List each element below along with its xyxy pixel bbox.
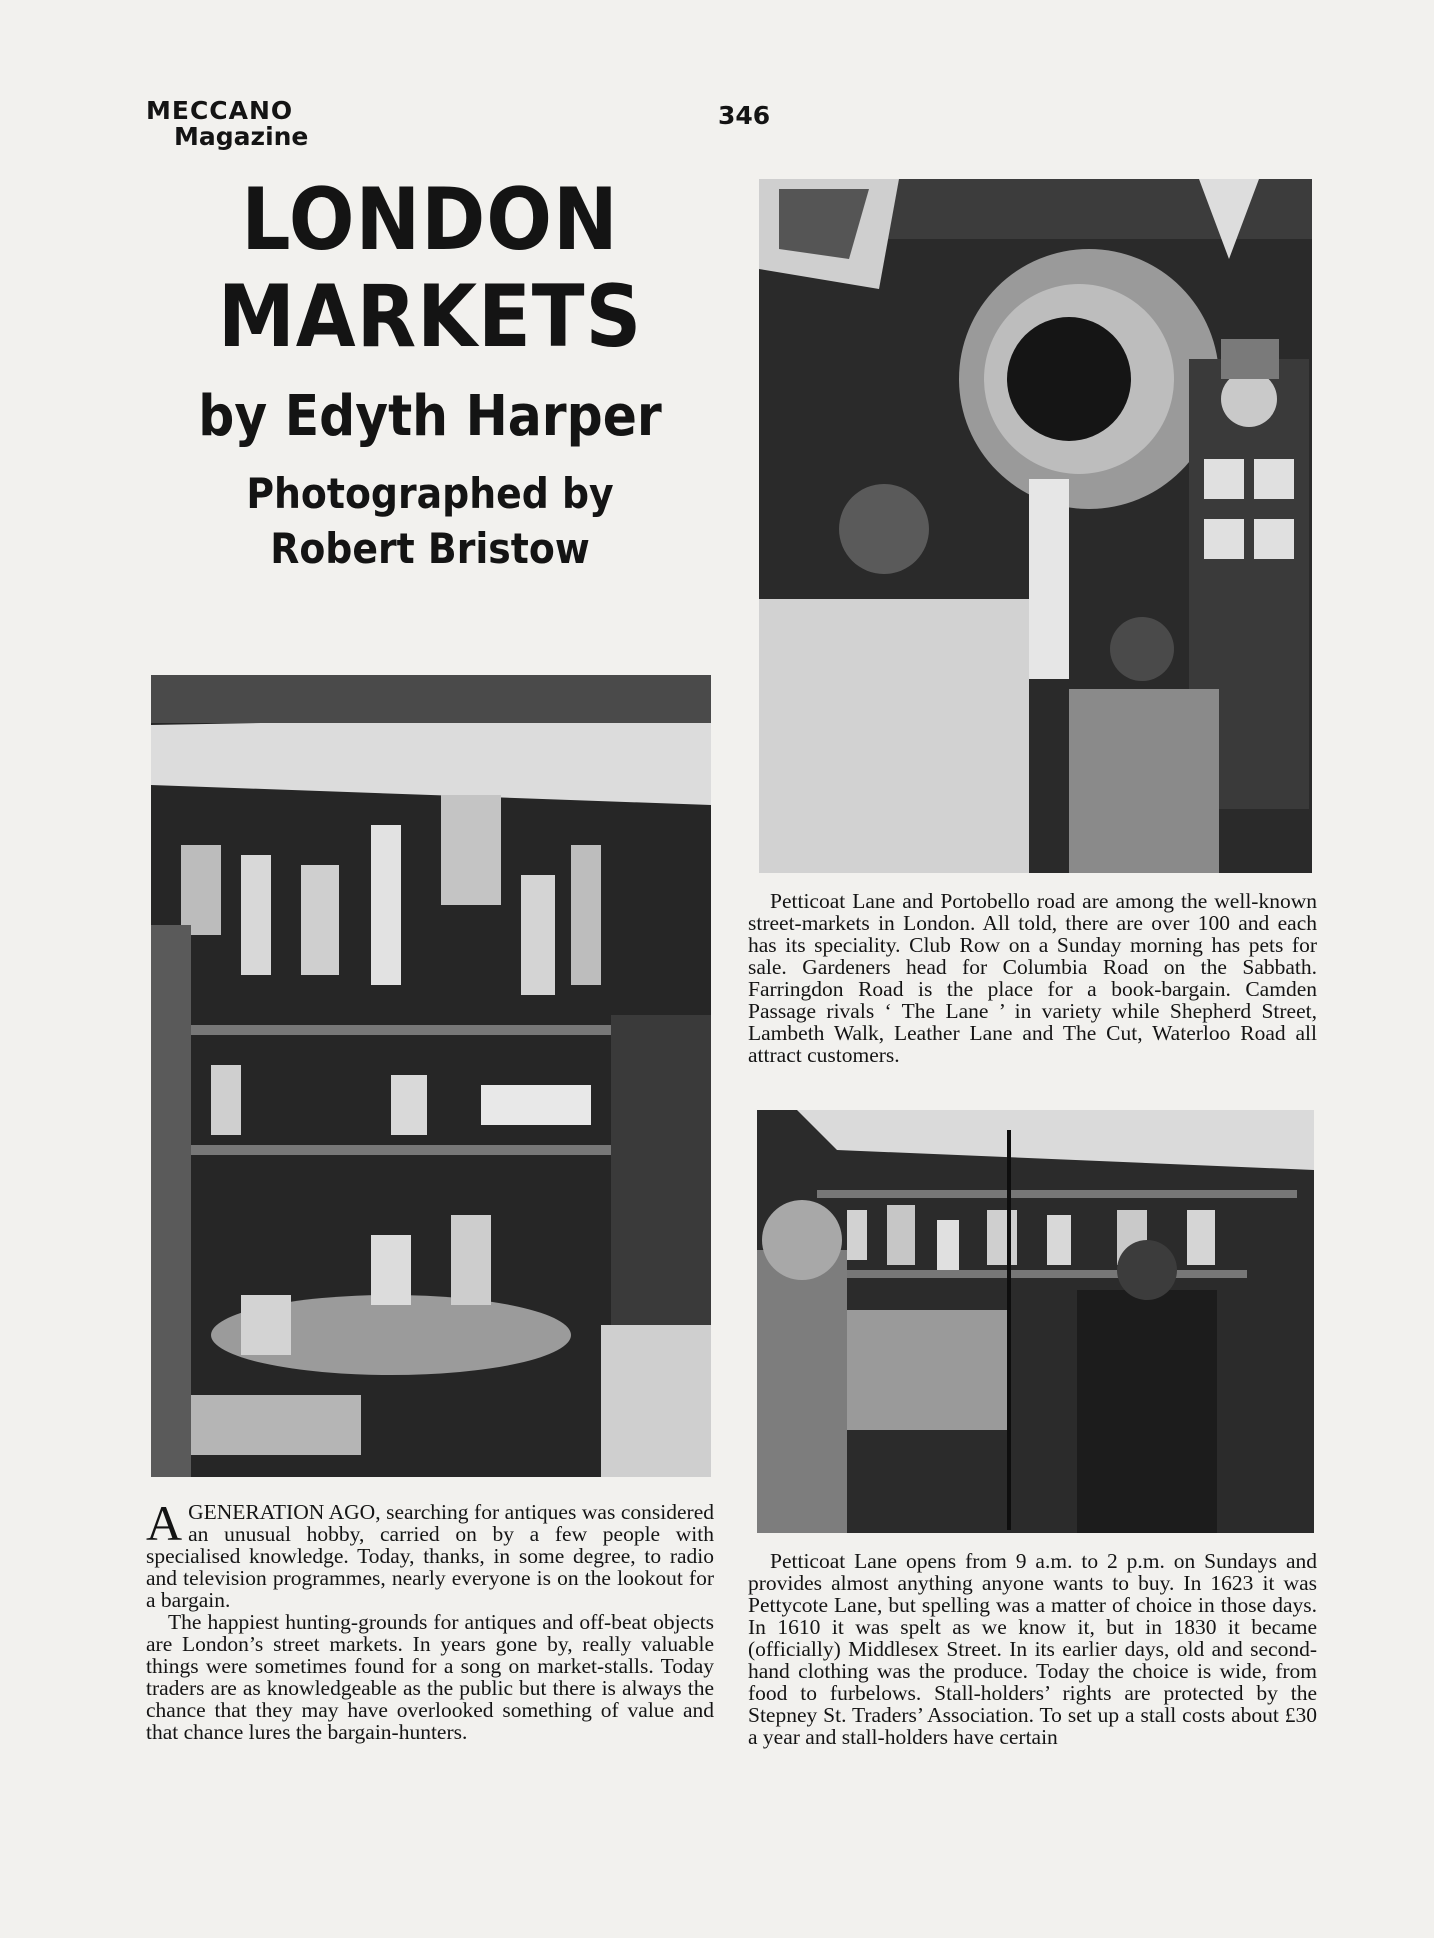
article-header xyxy=(150,172,710,577)
masthead-brand: MECCANO xyxy=(146,96,294,125)
masthead xyxy=(146,98,308,151)
photo-credit-line-1: Photographed by xyxy=(246,469,614,519)
masthead-sub: Magazine xyxy=(174,122,309,152)
body-paragraph-2: The happiest hunting-grounds for antiques and off-beat objects are London’s street markets. In years gone by, really valuable things were sometimes found for a song on market-stalls. Today traders are as knowledgeable as the public but there is always the chance that they may have overlooked something of value and that chance lures the bargain-hunters. xyxy=(146,1610,714,1744)
caption-1: Petticoat Lane and Portobello road are among the well-known street-markets in London. All told, there are over 100 and each has its speciality. Club Row on a Sunday morning has pets for sale. Gardeners head for Columbia Road on the Sabbath. Farringdon Road is the place for a book-bargain. Camden Passage rivals ‘ The Lane ’ in variety while Shepherd Street, Lambeth Walk, Leather Lane and The Cut, Waterloo Road all attract customers. xyxy=(748,889,1317,1067)
article-body xyxy=(146,1495,714,1744)
photo-sousaphone-stall xyxy=(759,179,1312,873)
page-number: 346 xyxy=(718,101,771,130)
byline: by Edyth Harper xyxy=(198,384,662,450)
body-paragraph-1: GENERATION AGO, searching for antiques was considered an unusual hobby, carried on by a few people with specialised knowledge. Today, thanks, in some degree, to radio and television programmes, nearly everyone is on the lookout for a bargain. xyxy=(146,1500,714,1612)
photo-silverware-stall xyxy=(151,675,711,1477)
photo-market-crowd xyxy=(757,1110,1314,1533)
article-title-line-2: MARKETS xyxy=(217,267,643,368)
article-title-line-1: LONDON xyxy=(241,170,619,270)
photo-credit-line-2: Robert Bristow xyxy=(270,523,590,573)
dropcap: A xyxy=(146,1495,183,1551)
caption-2: Petticoat Lane opens from 9 a.m. to 2 p.m. on Sundays and provides almost anything anyone wants to buy. In 1623 it was Pettycote Lane, but spelling was a matter of choice in those days. In 1610 it was spelt as we know it, but in 1830 it became (officially) Middlesex Street. In its earlier days, old and second-hand clothing was the produce. Today the choice is wide, from food to furbelows. Stall-holders’ rights are protected by the Stepney St. Traders’ Association. To set up a stall costs about £30 a year and stall-holders have certain xyxy=(748,1549,1317,1749)
